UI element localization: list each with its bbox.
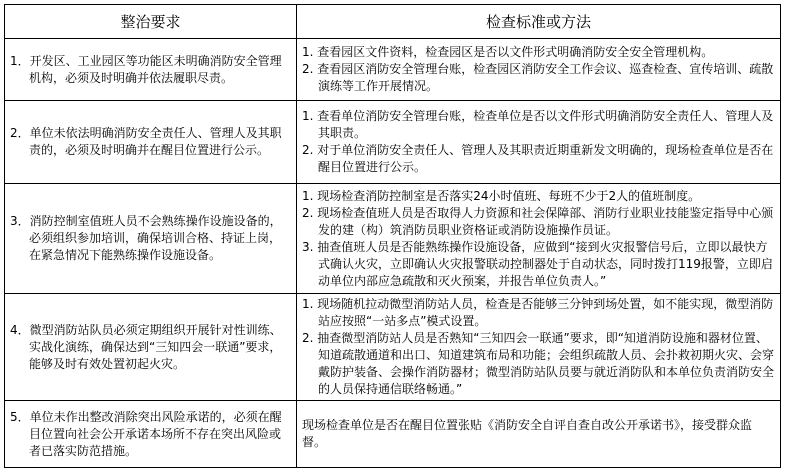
methods-cell xyxy=(297,184,781,294)
requirement-cell xyxy=(5,184,297,294)
requirement-text: 5．单位未作出整改消除突出风险承诺的，必须在醒目位置向社会公开承诺本场所不存在突出风险或者已落实防范措施。 xyxy=(10,409,282,458)
method-item: 2. 现场检查值班人员是否取得人力资源和社会保障部、消防行业职业技能鉴定指导中心颁发的建（构）筑消防员职业资格证或消防设施操作员证。 xyxy=(302,205,774,237)
method-item: 现场检查单位是否在醒目位置张贴《消防安全自评自查自改公开承诺书》，接受群众监督。 xyxy=(302,418,753,449)
column-header-methods: 检查标准或方法 xyxy=(297,5,781,39)
requirement-cell xyxy=(5,101,297,184)
table-header-row xyxy=(5,5,781,39)
requirement-cell xyxy=(5,401,297,468)
table-row xyxy=(5,184,781,294)
method-item: 1. 查看园区文件资料，检查园区是否以文件形式明确消防安全安全管理机构。 xyxy=(302,45,714,59)
method-item: 1. 现场随机拉动微型消防站人员，检查是否能够三分钟到场处置，如不能实现，微型消防站应按照“一站多点”模式设置。 xyxy=(302,297,774,328)
method-item: 1. 查看单位消防安全管理台账，检查单位是否以文件形式明确消防安全责任人、管理人及其职责。 xyxy=(302,109,774,140)
requirement-text: 3．消防控制室值班人员不会熟练操作设施设备的，必须组织参加培训，确保培训合格、持证上岗，在紧急情况下能熟练操作设施设备。 xyxy=(10,214,282,262)
requirement-text: 2．单位未依法明确消防安全责任人、管理人及其职责的，必须及时明确并在醒目位置进行公示。 xyxy=(10,126,282,157)
requirement-cell xyxy=(5,294,297,401)
requirement-cell xyxy=(5,39,297,101)
column-header-requirements: 整治要求 xyxy=(5,5,297,39)
table-row xyxy=(5,294,781,401)
requirement-text: 1．开发区、工业园区等功能区未明确消防安全管理机构，必须及时明确并依法履职尽责。 xyxy=(10,53,282,85)
method-item: 3. 抽查值班人员是否能熟练操作设施设备，应做到“接到火灾报警信号后，立即以最快方式确认火灾，立即确认火灾报警联动控制器处于自动状态，同时拨打119报警，立即启动单位内部应急疏散和灭火预案，并报告单位负责人。” xyxy=(302,239,773,288)
method-item: 2. 查看园区消防安全管理台账，检查园区消防安全工作会议、巡查检查、宣传培训、疏散演练等工作开展情况。 xyxy=(302,62,774,93)
methods-cell xyxy=(297,101,781,184)
methods-cell xyxy=(297,39,781,101)
method-item: 2. 对于单位消防安全责任人、管理人及其职责近期重新发文明确的，现场检查单位是否在醒目位置进行公示。 xyxy=(302,143,774,174)
methods-cell xyxy=(297,294,781,401)
methods-cell xyxy=(297,401,781,468)
table-row xyxy=(5,101,781,184)
inspection-standards-table xyxy=(4,4,781,468)
requirement-text: 4．微型消防站队员必须定期组织开展针对性训练、实战化演练，确保达到“三知四会一联通”要求，能够及时有效处置初起火灾。 xyxy=(10,322,282,371)
table-row xyxy=(5,401,781,468)
table-row xyxy=(5,39,781,101)
method-item: 2. 抽查微型消防站人员是否熟知“三知四会一联通”要求，即“知道消防设施和器材位置、知道疏散通道和出口、知道建筑布局和功能；会组织疏散人员、会扑救初期火灾、会穿戴防护装备、会操作消防器材；微型消防站队员要与就近消防队和本单位负责消防安全的人员保持通信联络畅通。” xyxy=(302,331,775,396)
method-item: 1. 现场检查消防控制室是否落实24小时值班、每班不少于2人的值班制度。 xyxy=(302,188,701,203)
